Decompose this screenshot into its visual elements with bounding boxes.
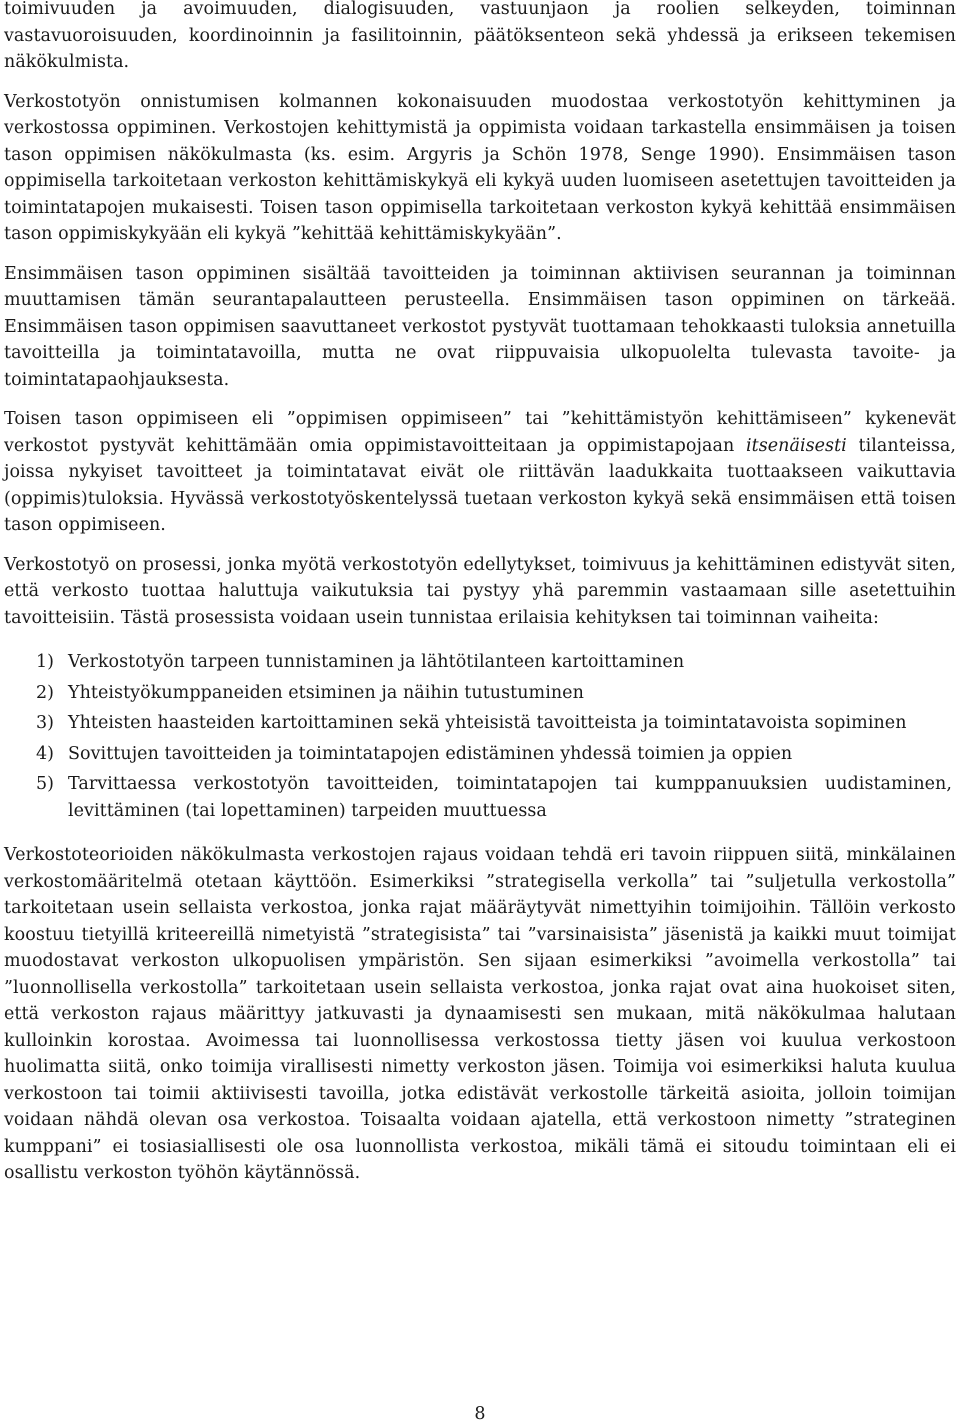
list-item [4,710,956,737]
list-item-number: 2) [36,682,55,703]
paragraph-continuation: toimivuuden ja avoimuuden, dialogisuuden, vastuunjaon ja roolien selkeyden, toiminnan vastavuoroisuuden, koordinoinnin ja fasilitoinnin, päätöksenteon sekä yhdessä ja erikseen tekemisen näkökulmista. [4,0,956,72]
paragraph-italic-text: itsenäisesti [745,435,847,456]
process-steps-list [4,649,956,824]
list-item [4,680,956,707]
paragraph-network-learning: Verkostotyön onnistumisen kolmannen kokonaisuuden muodostaa verkostotyön kehittyminen ja verkostossa oppiminen. Verkostojen kehittymistä ja oppimista voidaan tarkastella ensimmäisen ja toisen tason oppimisen näkökulmasta (ks. esim. Argyris ja Schön 1978, Senge 1990). Ensimmäisen tason oppimisella tarkoitetaan verkoston kehittämiskykyä eli kykyä uuden luomiseen asetettujen tavoitteiden ja toimintatapojen mukaisesti. Toisen tason oppimisella tarkoitetaan verkoston kykyä kehittää ensimmäisen tason oppimiskykyään eli kykyä ”kehittää kehittämiskykyään”. [4,91,956,244]
list-item [4,741,956,768]
list-item-text: Sovittujen tavoitteiden ja toimintatapojen edistäminen yhdessä toimien ja oppien [68,743,793,764]
list-item-number: 3) [36,713,55,733]
list-item-text: Tarvittaessa verkostotyön tavoitteiden, toimintatapojen tai kumppanuuksien uudistaminen, levittäminen (tai lopettaminen) tarpeiden muuttuessa [68,774,952,821]
list-item-number: 4) [36,743,55,764]
list-item-number: 1) [36,652,55,672]
list-item-text: Verkostotyön tarpeen tunnistaminen ja lähtötilanteen kartoittaminen [68,652,685,672]
list-item [4,771,956,824]
paragraph-text: Toisen tason oppimiseen eli ”oppimisen oppimiseen” tai ”kehittämistyön kehittämiseen” kykenevät verkostot pystyvät kehittämään omia oppimistavoitteitaan ja oppimistapojaan [4,409,956,456]
list-item-text: Yhteisten haasteiden kartoittaminen sekä yhteisistä tavoitteista ja toimintatavoista sopiminen [68,713,907,733]
document-page [4,0,956,1200]
list-item-number: 5) [36,774,55,794]
page-number: 8 [474,1404,486,1424]
list-item [4,649,956,676]
paragraph-first-level-learning: Ensimmäisen tason oppiminen sisältää tavoitteiden ja toiminnan aktiivisen seurannan ja toiminnan muuttamisen tämän seurantapalautteen perusteella. Ensimmäisen tason oppiminen on tärkeää. Ensimmäisen tason oppimisen saavuttaneet verkostot pystyvät tuottamaan tehokkaasti tuloksia annetuilla tavoitteilla ja toimintatavoilla, mutta ne ovat riippuvaisia ulkopuolelta tulevasta tavoite- ja toimintatapaohjauksesta. [4,263,956,390]
paragraph-network-process: Verkostotyö on prosessi, jonka myötä verkostotyön edellytykset, toimivuus ja kehittäminen edistyvät siten, että verkosto tuottaa haluttuja vaikutuksia tai pystyy yhä paremmin vastaamaan sille asetettuihin tavoitteisiin. Tästä prosessista voidaan usein tunnistaa erilaisia kehityksen tai toiminnan vaiheita: [4,554,956,628]
paragraph-network-boundaries: Verkostoteorioiden näkökulmasta verkostojen rajaus voidaan tehdä eri tavoin riippuen siitä, minkälainen verkostomääritelmä otetaan käyttöön. Esimerkiksi ”strategisella verkolla” tai ”suljetulla verkostolla” tarkoitetaan usein sellaista verkostoa, jonka rajat määräytyvät nimettyihin toimijoihin. Tällöin verkosto koostuu tietyillä kriteereillä nimetyistä ”strategisista” tai ”varsinaisista” jäsenistä ja kaikki muut toimijat muodostavat verkoston ulkopuolisen ympäristön. Sen sijaan esimerkiksi ”avoimella verkostolla” tai ”luonnollisella verkostolla” tarkoitetaan usein sellaista verkostoa, jonka rajat ovat aina huokoiset siten, että verkoston rajaus määrittyy jatkuvasti ja dynaamisesti sen mukaan, mitä näkökulmaa halutaan kulloinkin korostaa. Avoimessa tai luonnollisessa verkostossa tietty jäsen voi kuulua verkostoon huolimatta siitä, onko toimija virallisesti nimetty verkoston jäsen. Toimija voi esimerkiksi haluta kuulua verkostoon tai toimii aktiivisesti tavoilla, jotka edistävät verkostolle tärkeitä asioita, jolloin toimijan voidaan nähdä olevan osa verkostoa. Toisaalta voidaan ajatella, että verkostoon nimetty ”strateginen kumppani” ei tosiasiallisesti ole osa luonnollista verkostoa, mikäli tämä ei sitoudu toimintaan eli ei osallistu verkoston työhön käytännössä. [4,845,956,1183]
paragraph-second-level-learning [4,406,956,539]
list-item-text: Yhteistyökumppaneiden etsiminen ja näihin tutustuminen [68,682,584,703]
paragraph-text: tilanteissa, joissa nykyiset tavoitteet ja toimintatavat eivät ole riittävän laadukkaita tuottaakseen vaikuttavia (oppimis)tuloksia. Hyvässä verkostotyöskentelyssä tuetaan verkoston kykyä sekä ensimmäisen että toisen tason oppimiseen. [4,435,956,535]
